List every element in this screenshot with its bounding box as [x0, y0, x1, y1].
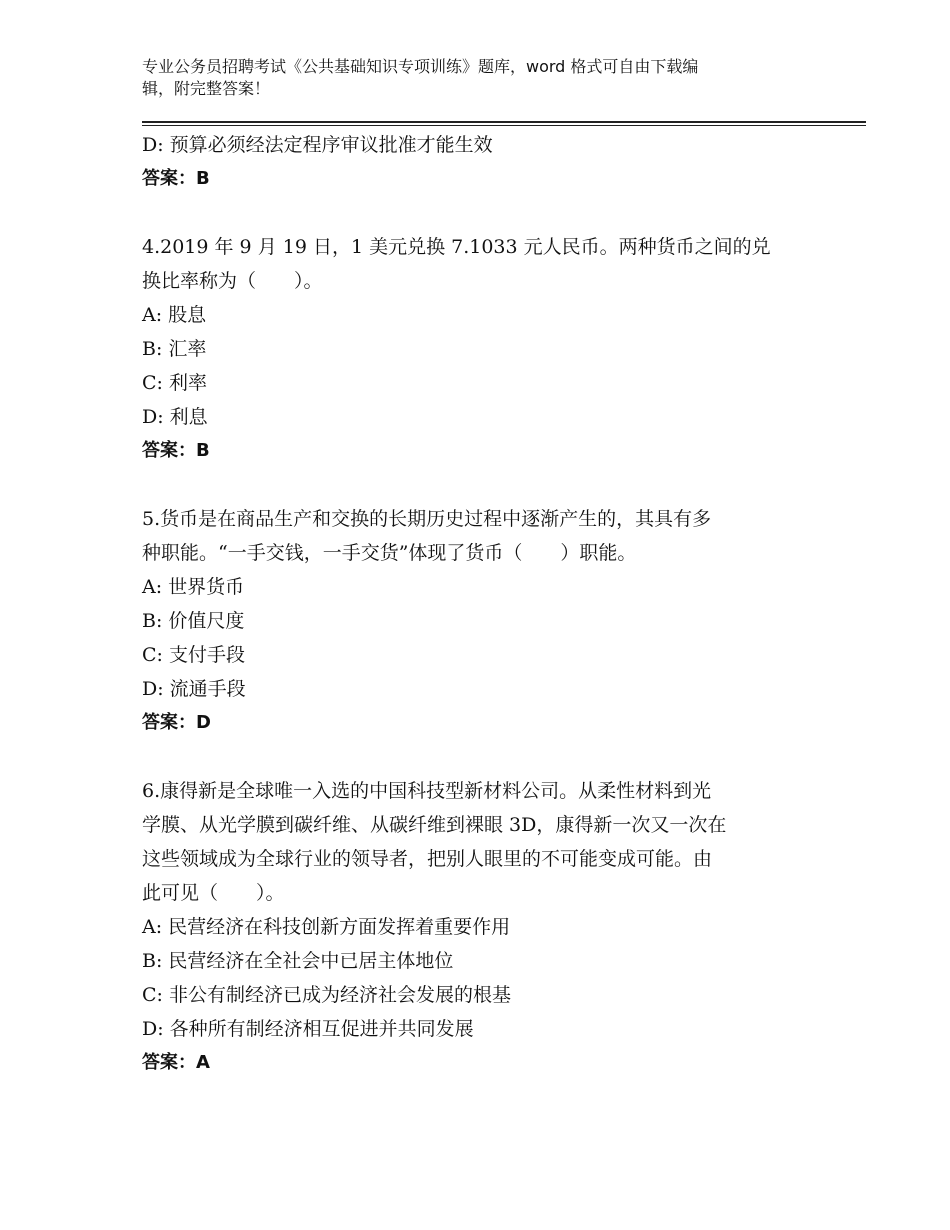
- answer: 答案：D: [142, 712, 211, 733]
- prev-option-d: D: 预算必须经法定程序审议批准才能生效: [142, 134, 493, 156]
- option-c: C: 非公有制经济已成为经济社会发展的根基: [142, 984, 511, 1006]
- question-line: 5.货币是在商品生产和交换的长期历史过程中逐渐产生的，其具有多: [142, 508, 712, 530]
- header-line-2: 辑，附完整答案！: [142, 79, 271, 98]
- question-line: 此可见（ ）。: [142, 882, 285, 904]
- question-line: 4.2019 年 9 月 19 日，1 美元兑换 7.1033 元人民币。两种货币之间的兑: [142, 236, 771, 258]
- question-line: 学膜、从光学膜到碳纤维、从碳纤维到裸眼 3D，康得新一次又一次在: [142, 814, 727, 836]
- question-text: [142, 774, 812, 910]
- option-b: B: 汇率: [142, 338, 207, 360]
- question-line: 这些领域成为全球行业的领导者，把别人眼里的不可能变成可能。由: [142, 848, 713, 870]
- question-text: [142, 230, 812, 298]
- spacer: [142, 740, 812, 774]
- option-a: A: 股息: [142, 304, 207, 326]
- page-header: [142, 56, 792, 100]
- question-content: [142, 128, 812, 1080]
- option-b: B: 民营经济在全社会中已居主体地位: [142, 950, 454, 972]
- option-c: C: 利率: [142, 372, 207, 394]
- question-block-6: [142, 774, 812, 1080]
- question-text: [142, 502, 812, 570]
- option-d: D: 流通手段: [142, 678, 246, 700]
- question-line: 换比率称为（ ）。: [142, 270, 323, 292]
- question-line: 种职能。“一手交钱，一手交货”体现了货币（ ）职能。: [142, 542, 637, 564]
- question-block-5: [142, 502, 812, 740]
- option-b: B: 价值尺度: [142, 610, 245, 632]
- spacer: [142, 196, 812, 230]
- header-rule-thin: [142, 125, 866, 126]
- answer: 答案：B: [142, 440, 210, 461]
- header-rule-thick: [142, 121, 866, 123]
- option-d: D: 各种所有制经济相互促进并共同发展: [142, 1018, 474, 1040]
- spacer: [142, 468, 812, 502]
- option-a: A: 民营经济在科技创新方面发挥着重要作用: [142, 916, 511, 938]
- question-block-4: [142, 230, 812, 468]
- answer: 答案：A: [142, 1052, 210, 1073]
- question-line: 6.康得新是全球唯一入选的中国科技型新材料公司。从柔性材料到光: [142, 780, 712, 802]
- option-a: A: 世界货币: [142, 576, 245, 598]
- option-c: C: 支付手段: [142, 644, 245, 666]
- header-line-1: 专业公务员招聘考试《公共基础知识专项训练》题库，word 格式可自由下载编: [142, 57, 699, 76]
- option-d: D: 利息: [142, 406, 208, 428]
- prev-answer: 答案：B: [142, 168, 210, 189]
